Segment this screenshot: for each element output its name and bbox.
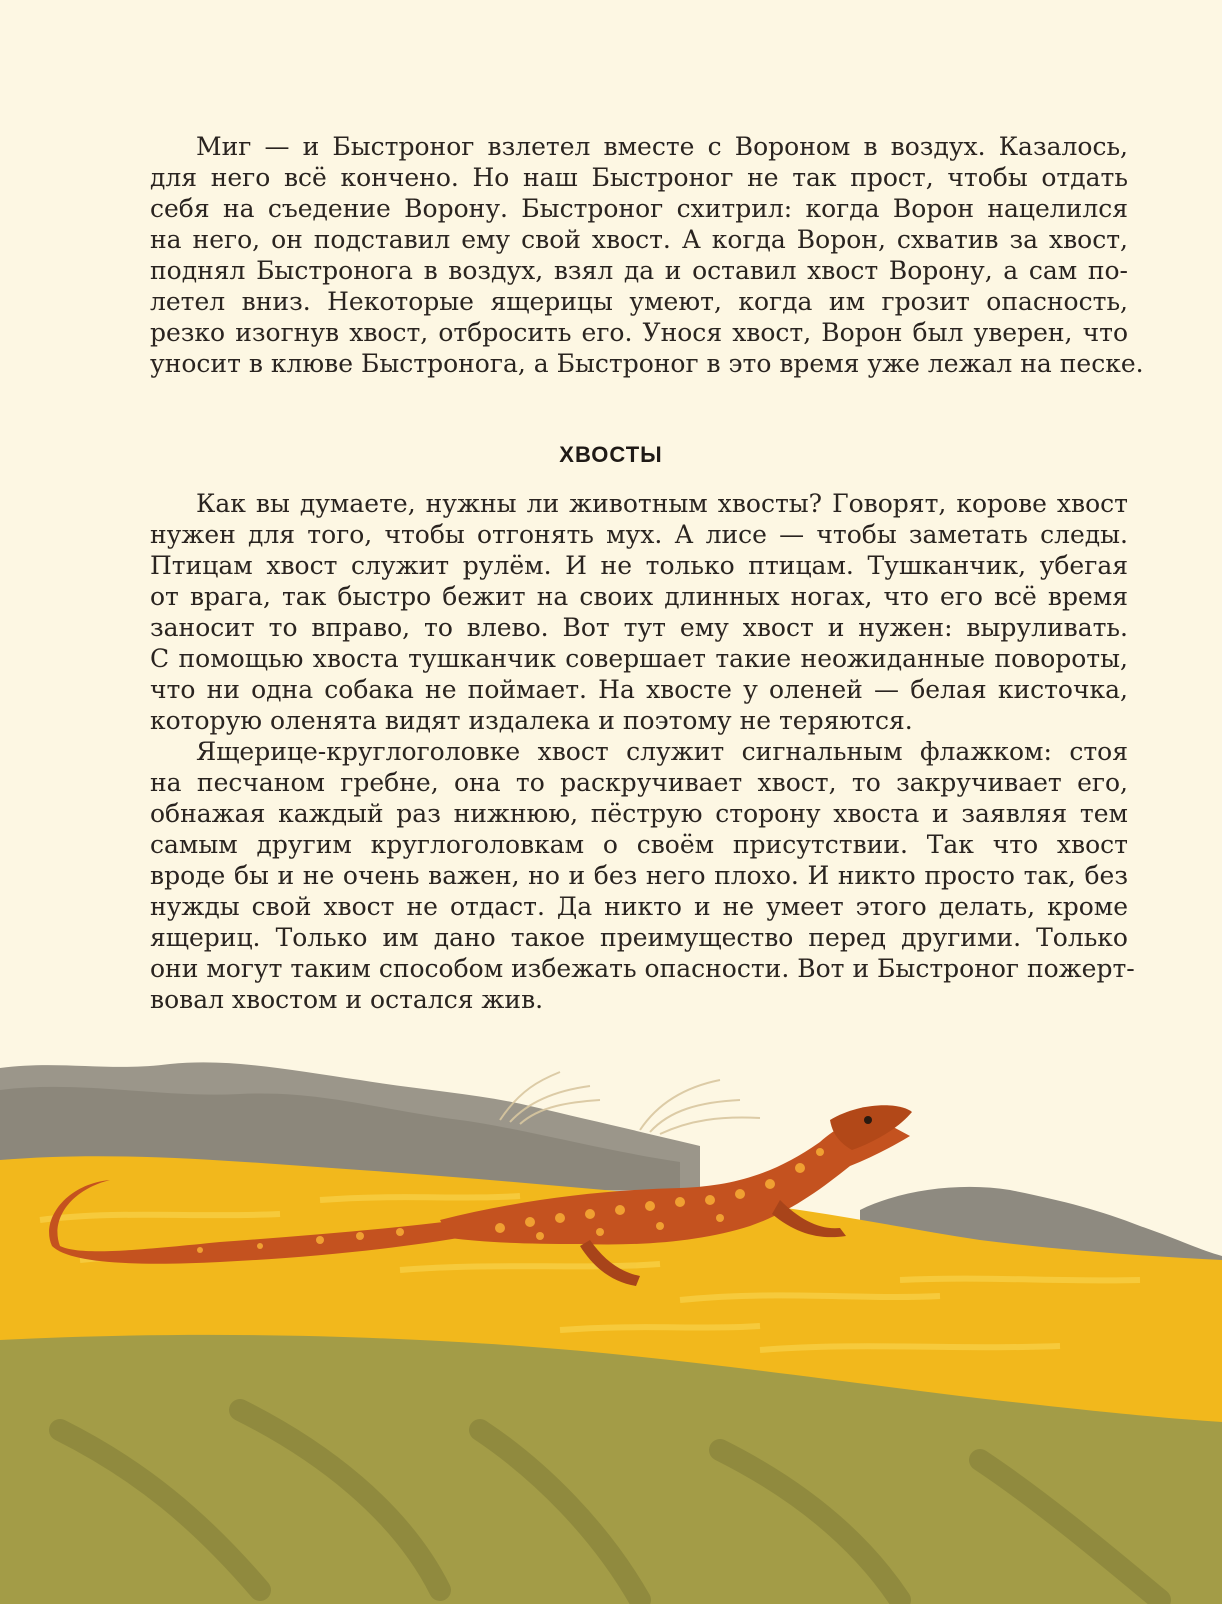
text-line: для него всё кончено. Но наш Быстроног не так прост, чтобы отдать [150,163,1128,192]
text-line: обнажая каждый раз нижнюю, пёструю сторону хвоста и заявляя тем [150,799,1128,828]
paragraph-raven [150,131,1144,379]
text-line: С помощью хвоста тушканчик совершает такие неожиданные повороты, [150,644,1128,673]
text-line: летел вниз. Некоторые ящерицы умеют, когда им грозит опасность, [150,287,1128,316]
text-line: поднял Быстронога в воздух, взял да и оставил хвост Ворону, а сам по- [150,256,1128,285]
text-line: резко изогнув хвост, отбросить его. Унося хвост, Ворон был уверен, что [150,318,1128,347]
text-line: на песчаном гребне, она то раскручивает хвост, то закручивает его, [150,768,1128,797]
text-line: вроде бы и не очень важен, но и без него плохо. И никто просто так, без [150,861,1128,890]
text-line: они могут таким способом избежать опасности. Вот и Быстроног пожерт- [150,954,1135,983]
lizard-illustration [0,1050,1222,1604]
section-heading: ХВОСТЫ [559,442,663,467]
text-line: Миг — и Быстроног взлетел вместе с Вороном в воздух. Казалось, [196,132,1128,161]
paragraph-tails [150,488,1128,736]
text-line: вовал хвостом и остался жив. [150,985,544,1014]
text-line: себя на съедение Ворону. Быстроног схитрил: когда Ворон нацелился [150,194,1128,223]
text-line: от врага, так быстро бежит на своих длинных ногах, что его всё время [150,582,1128,611]
text-line: что ни одна собака не поймает. На хвосте у оленей — белая кисточка, [150,675,1128,704]
text-line: нужды свой хвост не отдаст. Да никто и не умеет этого делать, кроме [150,892,1128,921]
text-line: которую оленята видят издалека и поэтому не теряются. [150,706,913,735]
text-line: на него, он подставил ему свой хвост. А когда Ворон, схватив за хвост, [150,225,1128,254]
text-line: заносит то вправо, то влево. Вот тут ему хвост и нужен: выруливать. [150,613,1128,642]
text-line: Ящерице-круглоголовке хвост служит сигнальным флажком: стоя [196,737,1128,766]
text-line: самым другим круглоголовкам о своём присутствии. Так что хвост [150,830,1128,859]
text-line: Как вы думаете, нужны ли животным хвосты? Говорят, корове хвост [196,489,1128,518]
text-line: уносит в клюве Быстронога, а Быстроног в это время уже лежал на песке. [150,349,1144,378]
text-line: ящериц. Только им дано такое преимущество перед другими. Только [150,923,1128,952]
lizard-eye [864,1116,872,1124]
text-line: Птицам хвост служит рулём. И не только птицам. Тушканчик, убегая [150,551,1128,580]
paragraph-roundhead [150,736,1135,1015]
text-line: нужен для того, чтобы отгонять мух. А лисе — чтобы заметать следы. [150,520,1128,549]
